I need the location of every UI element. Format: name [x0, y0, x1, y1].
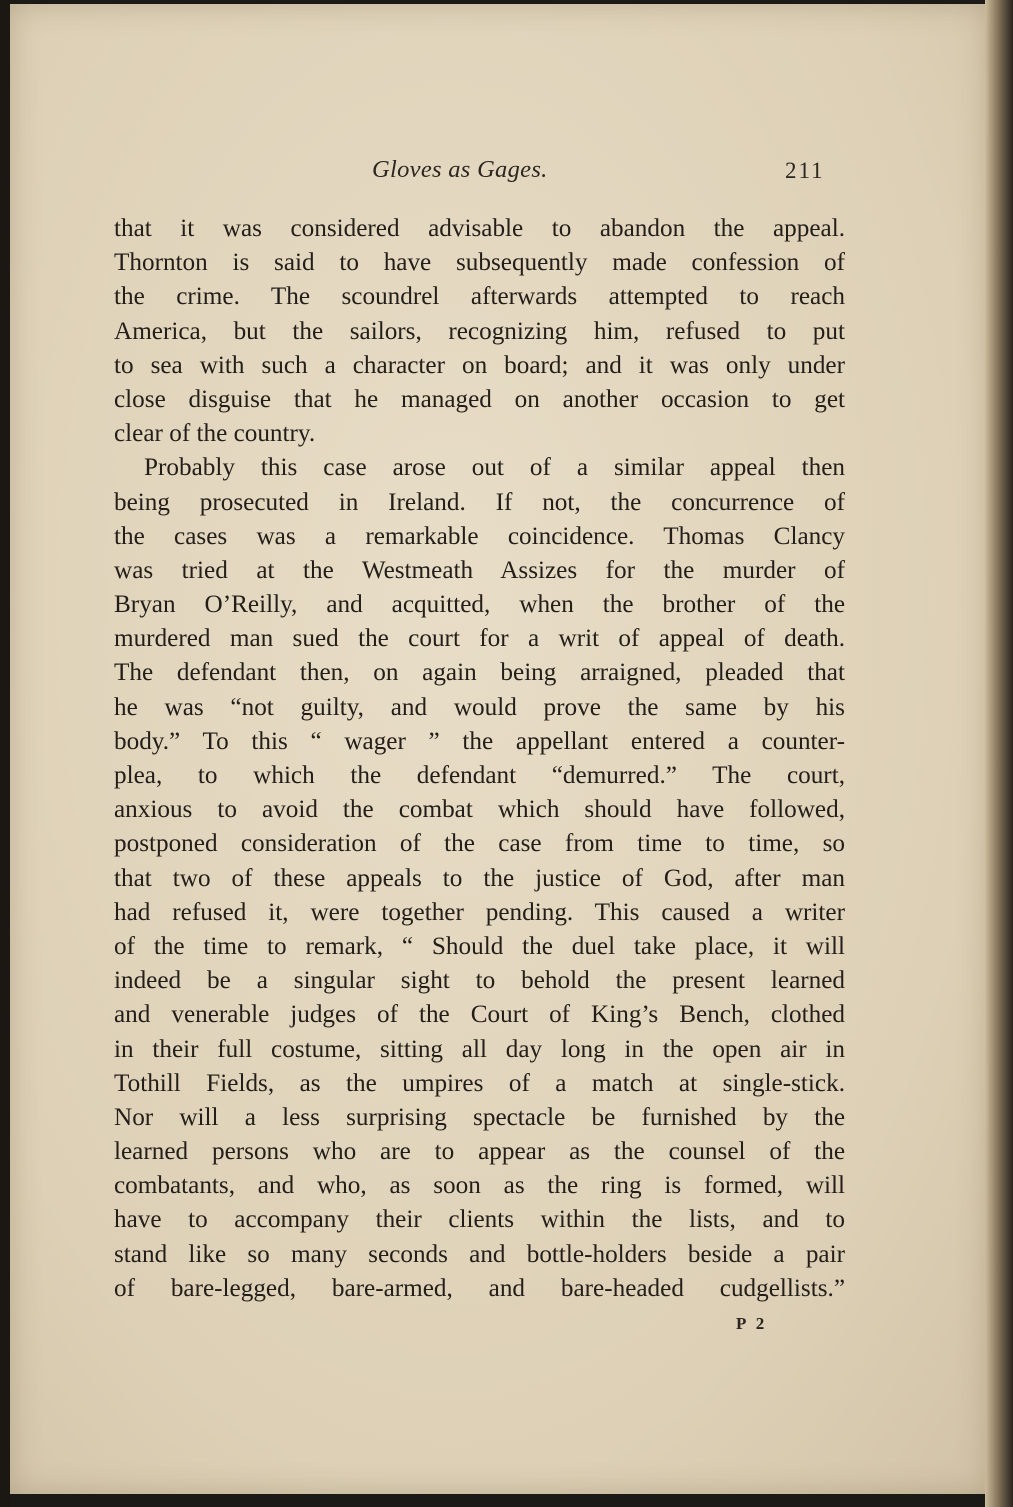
text-line: Nor will a less surprising spectacle be furnished by the	[114, 1103, 845, 1131]
text-line: clear of the country.	[114, 420, 316, 448]
page-left-edge	[0, 0, 10, 1507]
paragraph	[114, 212, 845, 451]
text-line: that two of these appeals to the justice of God, after man	[114, 864, 845, 892]
text-line: of bare-legged, bare-armed, and bare-headed cudgellists.”	[114, 1274, 845, 1302]
text-line: Thornton is said to have subsequently made confession of	[114, 249, 845, 277]
text-line: had refused it, were together pending. This caused a writer	[114, 898, 845, 926]
text-line: stand like so many seconds and bottle-holders beside a pair	[114, 1240, 845, 1268]
text-line: Probably this case arose out of a similar appeal then	[144, 454, 845, 482]
text-line: plea, to which the defendant “demurred.” The court,	[114, 762, 845, 789]
text-line: the cases was a remarkable coincidence. Thomas Clancy	[114, 522, 845, 550]
text-line: close disguise that he managed on another occasion to get	[114, 385, 845, 413]
text-line: indeed be a singular sight to behold the present learned	[114, 967, 845, 995]
text-line: have to accompany their clients within the lists, and to	[114, 1206, 845, 1234]
text-line: the crime. The scoundrel afterwards attempted to reach	[114, 283, 845, 311]
book-spine	[985, 0, 1013, 1507]
running-head-title: Gloves as Gages.	[372, 156, 548, 183]
text-line: America, but the sailors, recognizing him, refused to put	[114, 317, 845, 345]
page-number: 211	[785, 158, 825, 183]
text-line: he was “not guilty, and would prove the same by his	[114, 693, 845, 721]
text-line: combatants, and who, as soon as the ring is formed, will	[114, 1172, 845, 1200]
running-head	[10, 156, 988, 192]
text-line: of the time to remark, “ Should the duel take place, it will	[114, 932, 845, 960]
book-page	[10, 4, 988, 1494]
text-line: The defendant then, on again being arraigned, pleaded that	[114, 659, 845, 687]
signature-mark: P 2	[736, 1314, 768, 1333]
text-line: Bryan O’Reilly, and acquitted, when the brother of the	[114, 591, 845, 619]
text-line: in their full costume, sitting all day long in the open air in	[114, 1035, 845, 1063]
paragraph	[114, 451, 845, 1306]
text-line: learned persons who are to appear as the counsel of the	[114, 1138, 845, 1166]
text-line: murdered man sued the court for a writ of appeal of death.	[114, 625, 845, 653]
text-line: Tothill Fields, as the umpires of a match at single-stick.	[114, 1069, 845, 1097]
text-line: body.” To this “ wager ” the appellant entered a counter-	[114, 727, 845, 755]
text-line: anxious to avoid the combat which should have followed,	[114, 796, 845, 824]
body-text	[114, 212, 845, 1306]
text-line: to sea with such a character on board; and it was only under	[114, 351, 845, 379]
text-line: being prosecuted in Ireland. If not, the concurrence of	[114, 488, 845, 516]
text-line: was tried at the Westmeath Assizes for the murder of	[114, 556, 845, 584]
text-line: and venerable judges of the Court of King’s Bench, clothed	[114, 1001, 845, 1029]
text-line: postponed consideration of the case from time to time, so	[114, 830, 845, 858]
text-line: that it was considered advisable to abandon the appeal.	[114, 215, 845, 242]
